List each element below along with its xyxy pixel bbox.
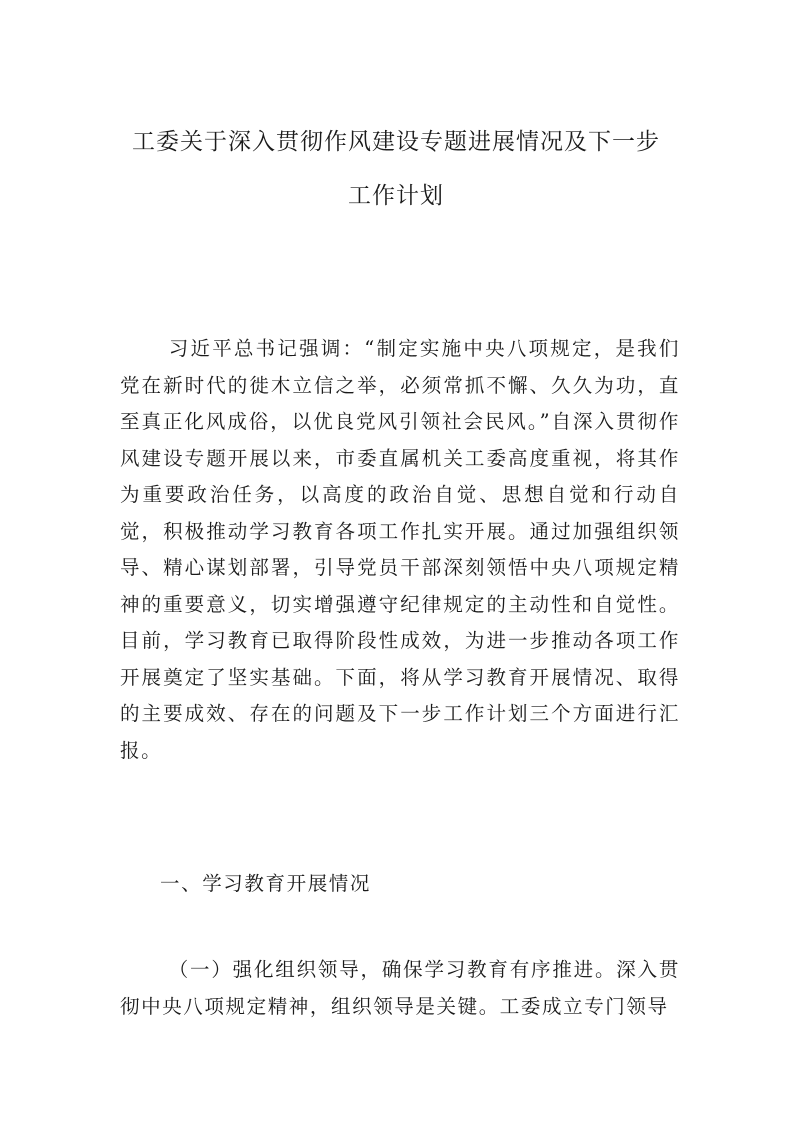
section-heading-1: 一、学习教育开展情况 — [160, 872, 372, 895]
document-title-line-2: 工作计划 — [348, 183, 444, 209]
subsection-paragraph-1: （一）强化组织领导，确保学习教育有序推进。深入贯彻中央八项规定精神，组织领导是关键。工委成立专门领导 — [120, 958, 680, 1018]
intro-paragraph: 习近平总书记强调：“制定实施中央八项规定，是我们党在新时代的徙木立信之举，必须常抓不懈、久久为功，直至真正化风成俗，以优良党风引领社会民风。”自深入贯彻作风建设专题开展以来，市委直属机关工委高度重视，将其作为重要政治任务，以高度的政治自觉、思想自觉和行动自觉，积极推动学习教育各项工作扎实开展。通过加强组织领导、精心谋划部署，引导党员干部深刻领悟中央八项规定精神的重要意义，切实增强遵守纪律规定的主动性和自觉性。目前，学习教育已取得阶段性成效，为进一步推动各项工作开展奠定了坚实基础。下面，将从学习教育开展情况、取得的主要成效、存在的问题及下一步工作计划三个方面进行汇报。 — [120, 337, 680, 762]
document-title-line-1: 工委关于深入贯彻作风建设专题进展情况及下一步 — [132, 129, 660, 155]
